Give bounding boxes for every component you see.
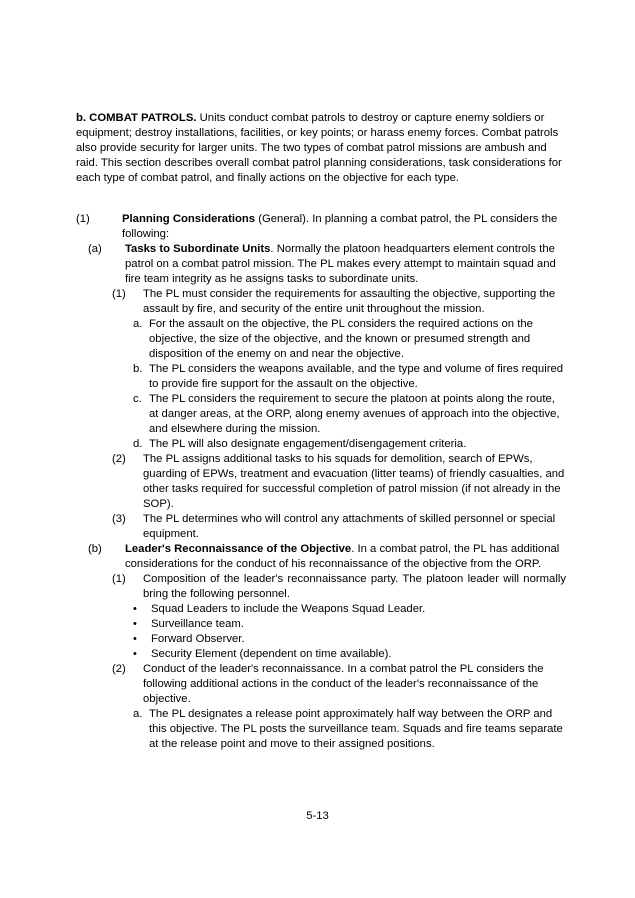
item-label: b.	[133, 363, 143, 375]
list-item	[133, 437, 566, 452]
item-text: Security Element (dependent on time available).	[151, 648, 392, 660]
item-text: . In a combat patrol, the PL has additional considerations for the conduct of his reconnaissance of the objective from the ORP.	[125, 543, 560, 570]
item-text: Conduct of the leader's reconnaissance. In a combat patrol the PL considers the following additional actions in the conduct of the leader's reconnaissance of the objective.	[143, 663, 544, 705]
section-heading: b. COMBAT PATROLS.	[76, 112, 197, 124]
list-item	[133, 317, 566, 362]
list-item	[112, 512, 566, 542]
list-item	[112, 452, 566, 512]
intro-paragraph	[76, 111, 566, 186]
item-text: . Normally the platoon headquarters element controls the patrol on a combat patrol mission. The PL makes every attempt to maintain squad and fire team integrity as he assigns tasks to subordinate units.	[125, 243, 556, 285]
item-text: (General). In planning a combat patrol, the PL considers the following:	[122, 213, 558, 240]
item-text: For the assault on the objective, the PL considers the required actions on the objective, the size of the objective, and the known or presumed strength and disposition of the enemy on and near the objective.	[149, 318, 533, 360]
item-text: The PL must consider the requirements for assaulting the objective, supporting the assault by fire, and security of the entire unit throughout the mission.	[143, 288, 556, 315]
item-label: c.	[133, 393, 142, 405]
item-label: (1)	[112, 573, 126, 585]
item-label: a.	[133, 708, 143, 720]
item-title: Planning Considerations	[122, 213, 256, 225]
intro-text: Units conduct combat patrols to destroy or capture enemy soldiers or equipment; destroy installations, facilities, or key points; or harass enemy forces. Combat patrols also provide security for larger units. The two types of combat patrol missions are ambush and raid. This section describes overall combat patrol planning considerations, task considerations for each type of combat patrol, and finally actions on the objective for each type.	[76, 112, 562, 184]
page-number: 5-13	[306, 810, 329, 822]
item-label: (b)	[88, 543, 102, 555]
list-item	[133, 392, 566, 437]
list-item	[133, 362, 566, 392]
item-text: Forward Observer.	[151, 633, 245, 645]
list-item	[112, 662, 566, 707]
leaders-reconnaissance	[88, 542, 566, 572]
item-text: The PL determines who will control any attachments of skilled personnel or special equipment.	[143, 513, 556, 540]
item-text: The PL will also designate engagement/disengagement criteria.	[149, 438, 467, 450]
bullet-icon: •	[133, 618, 137, 630]
item-label: (2)	[112, 453, 126, 465]
item-label: (a)	[88, 243, 102, 255]
bullet-icon: •	[133, 603, 137, 615]
bullet-item	[133, 647, 566, 662]
item-label: (1)	[112, 288, 126, 300]
item-text: Squad Leaders to include the Weapons Squad Leader.	[151, 603, 426, 615]
item-title: Leader's Reconnaissance of the Objective	[125, 543, 352, 555]
item-label: (2)	[112, 663, 126, 675]
bullet-icon: •	[133, 633, 137, 645]
item-text: Composition of the leader's reconnaissance party. The platoon leader will normally bring the following personnel.	[143, 573, 566, 600]
outline	[76, 212, 566, 752]
item-label: (1)	[76, 213, 90, 225]
planning-considerations	[76, 212, 566, 242]
item-text: Surveillance team.	[151, 618, 244, 630]
tasks-to-subordinate-units	[88, 242, 566, 287]
bullet-item	[133, 602, 566, 617]
list-item	[112, 572, 566, 602]
item-title: Tasks to Subordinate Units	[125, 243, 271, 255]
item-text: The PL designates a release point approximately half way between the ORP and this objective. The PL posts the surveillance team. Squads and fire teams separate at the release point and move to their assigned positions.	[149, 708, 563, 750]
list-item	[133, 707, 566, 752]
item-text: The PL assigns additional tasks to his squads for demolition, search of EPWs, guarding of EPWs, treatment and evacuation (litter teams) of friendly casualties, and other tasks required for successful completion of patrol mission (if not already in the SOP).	[143, 453, 565, 510]
item-label: d.	[133, 438, 143, 450]
item-label: (3)	[112, 513, 126, 525]
bullet-item	[133, 617, 566, 632]
bullet-icon: •	[133, 648, 137, 660]
item-text: The PL considers the weapons available, and the type and volume of fires required to provide fire support for the assault on the objective.	[149, 363, 564, 390]
bullet-item	[133, 632, 566, 647]
item-text: The PL considers the requirement to secure the platoon at points along the route, at danger areas, at the ORP, along enemy avenues of approach into the objective, and elsewhere during the mission.	[149, 393, 560, 435]
item-label: a.	[133, 318, 143, 330]
list-item	[112, 287, 566, 317]
